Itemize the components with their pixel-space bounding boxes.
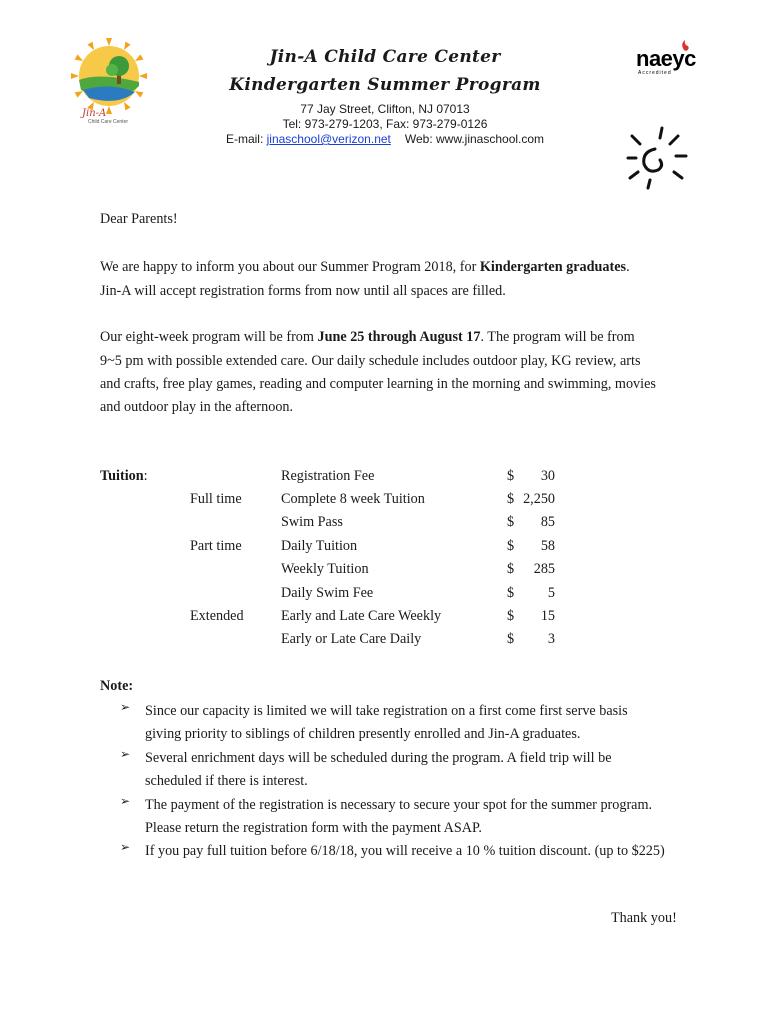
tuition-amount: 85 — [540, 514, 555, 530]
center-name: Jin-A Child Care Center — [269, 47, 501, 67]
sun-icon — [620, 126, 690, 196]
tuition-amount: 2,250 — [523, 491, 555, 507]
tuition-currency: $ — [507, 608, 515, 624]
tuition-currency: $ — [507, 538, 515, 554]
arrow-bullet-icon: ➢ — [120, 794, 131, 808]
tuition-currency: $ — [507, 491, 515, 507]
note-line: Please return the registration form with the payment ASAP. — [145, 820, 482, 837]
tuition-amount: 5 — [547, 585, 555, 601]
arrow-bullet-icon: ➢ — [120, 700, 131, 714]
tuition-group: Extended — [190, 608, 244, 624]
tuition-item: Registration Fee — [281, 468, 375, 484]
svg-text:Jin-A: Jin-A — [82, 108, 107, 119]
address: 77 Jay Street, Clifton, NJ 07013 — [300, 102, 470, 116]
tuition-item: Daily Tuition — [281, 538, 358, 554]
kindergarten-graduates: Kindergarten graduates — [479, 259, 627, 275]
tuition-group: Part time — [190, 538, 242, 554]
tuition-item: Daily Swim Fee — [281, 585, 374, 601]
tuition-currency: $ — [507, 561, 515, 577]
tuition-currency: $ — [507, 631, 515, 647]
tuition-currency: $ — [507, 514, 515, 530]
svg-text:Accredited: Accredited — [638, 70, 672, 76]
email-link[interactable]: jinaschool@verizon.net — [266, 132, 391, 146]
phone-fax: Tel: 973-279-1203, Fax: 973-279-0126 — [282, 117, 488, 131]
sun-tree-logo-icon — [68, 34, 150, 124]
tuition-label: Tuition: — [100, 468, 148, 484]
tuition-amount: 15 — [540, 608, 555, 624]
tuition-item: Complete 8 week Tuition — [281, 491, 425, 507]
paragraph-2-line-3: and crafts, free play games, reading and computer learning in the morning and swimming, movies — [100, 376, 656, 392]
tuition-currency: $ — [507, 585, 515, 601]
note-line: The payment of the registration is necessary to secure your spot for the summer program. — [145, 797, 653, 813]
svg-text:Child Care Center: Child Care Center — [88, 119, 129, 124]
note-line: giving priority to siblings of children presently enrolled and Jin-A graduates. — [145, 726, 581, 743]
tuition-item: Early and Late Care Weekly — [281, 608, 442, 624]
paragraph-2-line-2: 9~5 pm with possible extended care. Our daily schedule includes outdoor play, KG review, arts — [100, 353, 641, 369]
paragraph-2-line-1: Our eight-week program will be from June 25 through August 17. The program will be from — [100, 329, 635, 345]
contact-line — [150, 132, 620, 146]
naeyc-logo — [636, 40, 706, 76]
note-item — [122, 840, 692, 863]
tuition-item: Early or Late Care Daily — [281, 631, 422, 647]
paragraph-2-line-4: and outdoor play in the afternoon. — [100, 399, 294, 415]
arrow-bullet-icon: ➢ — [120, 747, 131, 761]
naeyc-flame-icon — [636, 40, 706, 76]
tuition-amount: 3 — [547, 631, 555, 647]
tuition-group: Full time — [190, 491, 242, 507]
program-name: Kindergarten Summer Program — [229, 75, 541, 95]
note-line: Several enrichment days will be scheduled during the program. A field trip will be — [145, 750, 612, 766]
note-line: scheduled if there is interest. — [145, 773, 308, 790]
website: Web: www.jinaschool.com — [404, 132, 545, 146]
tuition-item: Weekly Tuition — [281, 561, 369, 577]
note-item — [122, 794, 692, 841]
program-dates: June 25 through August 17 — [317, 329, 481, 345]
note-item — [122, 700, 692, 747]
email-label: E-mail: — [225, 132, 267, 146]
note-label: Note: — [100, 678, 134, 694]
note-item — [122, 747, 692, 794]
note-line: Since our capacity is limited we will take registration on a first come first serve basis — [145, 703, 628, 719]
note-line: If you pay full tuition before 6/18/18, you will receive a 10 % tuition discount. (up to $225) — [145, 843, 665, 859]
paragraph-1-line-2: Jin-A will accept registration forms from now until all spaces are filled. — [100, 283, 506, 299]
tuition-amount: 285 — [533, 561, 555, 577]
tuition-currency: $ — [507, 468, 515, 484]
jina-logo — [68, 34, 150, 124]
tuition-item: Swim Pass — [281, 514, 343, 530]
paragraph-1-line-1: We are happy to inform you about our Summer Program 2018, for Kindergarten graduates. — [100, 259, 630, 275]
closing: Thank you! — [611, 910, 677, 926]
tuition-amount: 30 — [540, 468, 555, 484]
greeting: Dear Parents! — [100, 211, 178, 227]
sun-doodle — [620, 126, 690, 196]
svg-text:naeyc: naeyc — [636, 46, 696, 71]
arrow-bullet-icon: ➢ — [120, 840, 131, 854]
tuition-amount: 58 — [540, 538, 555, 554]
